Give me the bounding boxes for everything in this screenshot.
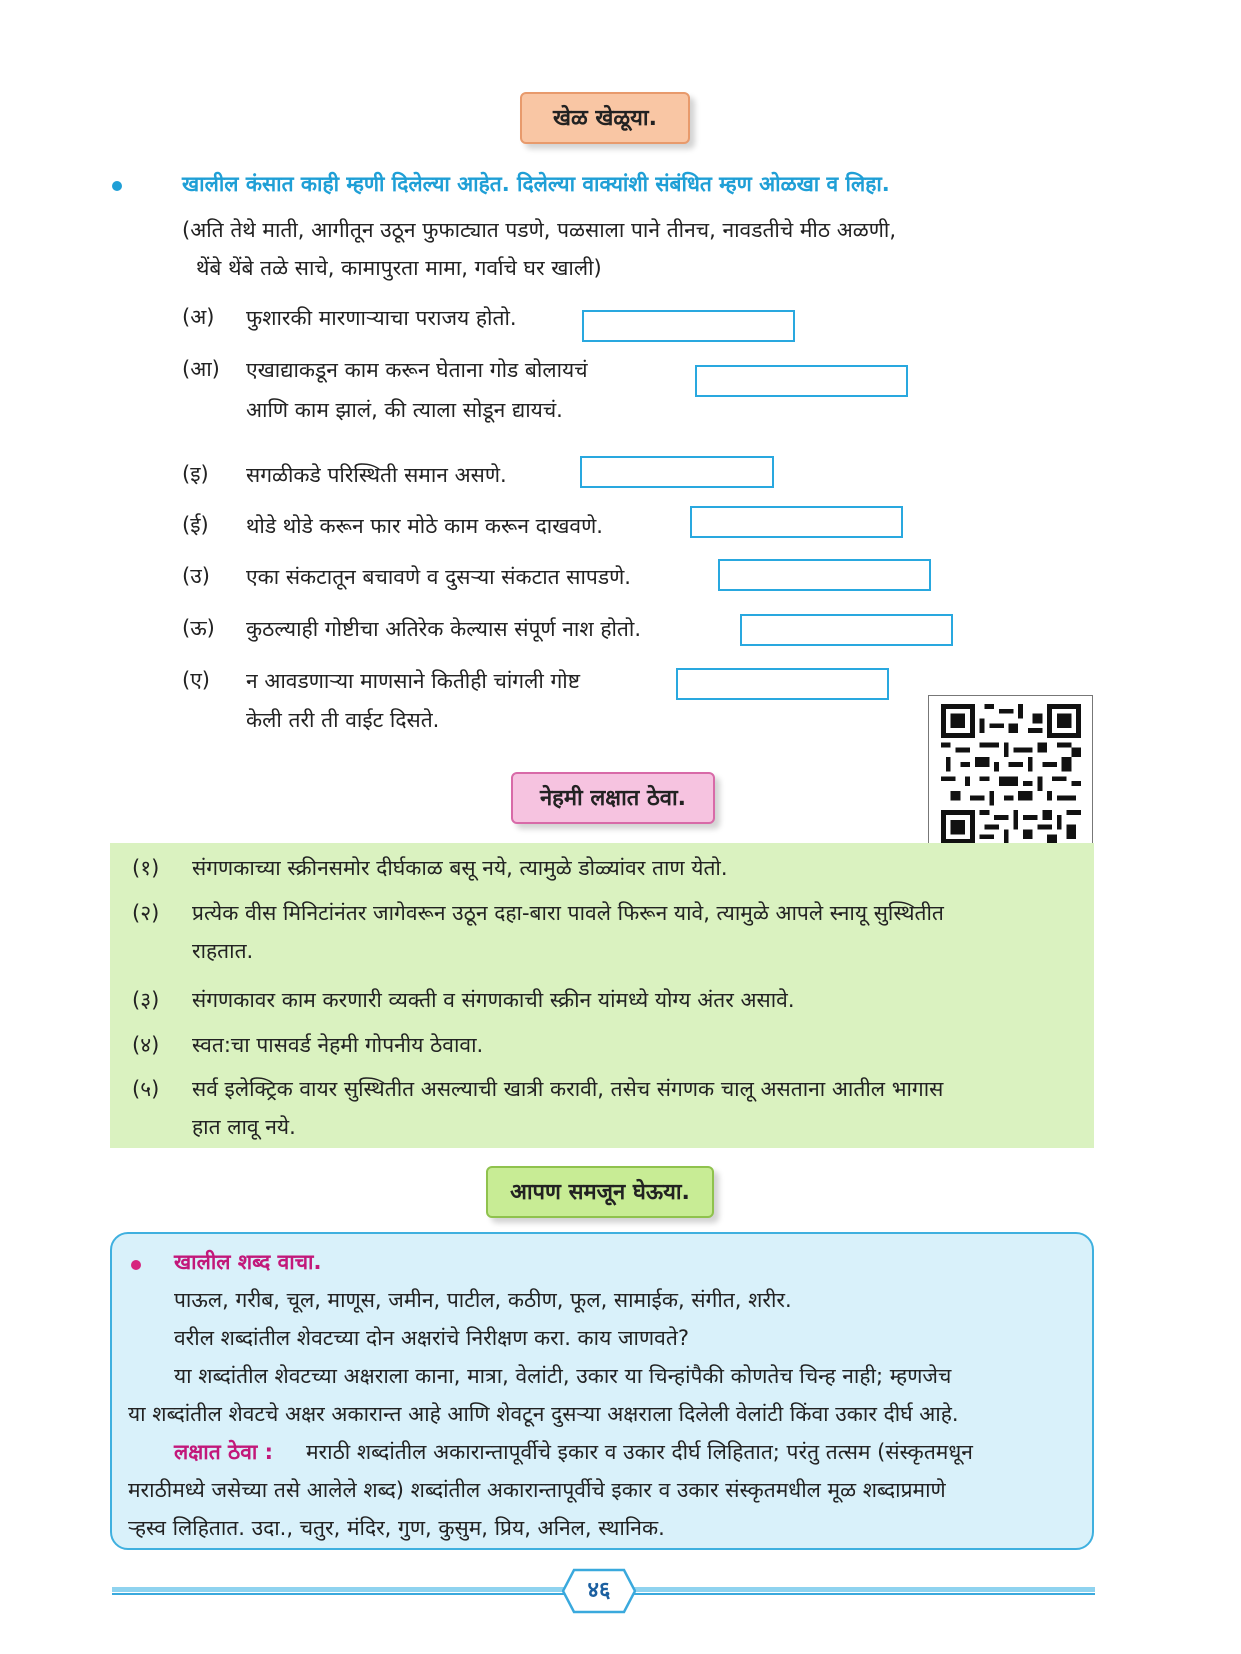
bullet-icon [112,181,122,191]
item-text: एखाद्याकडून काम करून घेताना गोड बोलायचं [246,358,588,382]
proverbs-list-line-1: (अति तेथे माती, आगीतून उठून फुफाट्यात पडणे, पळसाला पाने तीनच, नावडतीचे मीठ अळणी, [182,218,897,242]
page-number: ४६ [587,1578,611,1603]
note-label: लक्षात ठेवा : [174,1440,274,1464]
word-list: पाऊल, गरीब, चूल, माणूस, जमीन, पाटील, कठीण, फूल, सामाईक, संगीत, शरीर. [174,1288,792,1312]
tip-number: (५) [132,1077,160,1101]
item-text: फुशारकी मारणाऱ्याचा पराजय होतो. [246,306,517,330]
instruction-text: खालील कंसात काही म्हणी दिलेल्या आहेत. दिलेल्या वाक्यांशी संबंधित म्हण ओळखा व लिहा. [182,172,890,196]
item-label: (ऊ) [182,616,215,640]
tip-number: (२) [132,901,160,925]
item-text: न आवडणाऱ्या माणसाने कितीही चांगली गोष्ट [246,669,580,693]
tip-text: स्वत:चा पासवर्ड नेहमी गोपनीय ठेवावा. [192,1033,484,1057]
section-tag-khel-khelua: खेळ खेळूया. [520,92,690,144]
answer-box-a[interactable] [582,310,795,342]
item-label: (ए) [182,668,210,692]
note-line-2: मराठीमध्ये जसेच्या तसे आलेले शब्द) शब्दांतील अकारान्तापूर्वीचे इकार व उकार संस्कृतमधील मूळ शब्दाप्रमाणे [128,1478,946,1502]
tips-panel [110,843,1094,1148]
section-tag-nehmi-lakshat-theva: नेहमी लक्षात ठेवा. [511,772,715,824]
tip-number: (३) [132,988,160,1012]
grammar-panel [110,1232,1094,1550]
item-label: (अ) [182,305,215,329]
grammar-heading: खालील शब्द वाचा. [174,1250,322,1274]
note-line-1: मराठी शब्दांतील अकारान्तापूर्वीचे इकार व उकार दीर्घ लिहितात; परंतु तत्सम (संस्कृतमधून [306,1440,973,1464]
item-label: (इ) [182,462,209,486]
tip-number: (४) [132,1033,160,1057]
tip-text: संगणकाच्या स्क्रीनसमोर दीर्घकाळ बसू नये, त्यामुळे डोळ्यांवर ताण येतो. [192,856,728,880]
item-text: थोडे थोडे करून फार मोठे काम करून दाखवणे. [246,514,603,538]
answer-box-u[interactable] [718,559,931,591]
item-text: कुठल्याही गोष्टीचा अतिरेक केल्यास संपूर्ण नाश होतो. [246,617,641,641]
answer-box-i[interactable] [580,456,774,488]
item-label: (ई) [182,513,209,537]
item-label: (आ) [182,357,220,381]
answer-box-ii[interactable] [690,506,903,538]
explanation-line-1: या शब्दांतील शेवटच्या अक्षराला काना, मात्रा, वेलांटी, उकार या चिन्हांपैकी कोणतेच चिन्ह नाही; म्हणजेच [174,1364,952,1388]
tip-text: संगणकावर काम करणारी व्यक्ती व संगणकाची स्क्रीन यांमध्ये योग्य अंतर असावे. [192,988,795,1012]
note-line-3: ऱ्हस्व लिहितात. उदा., चतुर, मंदिर, गुण, कुसुम, प्रिय, अनिल, स्थानिक. [128,1516,665,1540]
tip-number: (१) [132,856,160,880]
answer-box-e[interactable] [676,668,889,700]
item-text: एका संकटातून बचावणे व दुसऱ्या संकटात सापडणे. [246,565,631,589]
item-label: (उ) [182,564,210,588]
observation-question: वरील शब्दांतील शेवटच्या दोन अक्षरांचे निरीक्षण करा. काय जाणवते? [174,1326,689,1350]
proverbs-list-line-2: थेंबे थेंबे तळे साचे, कामापुरता मामा, गर्वाचे घर खाली) [196,256,602,280]
item-text-line-2: आणि काम झालं, की त्याला सोडून द्यायचं. [246,398,563,422]
section-tag-apan-samjun-gheuya: आपण समजून घेऊया. [486,1166,714,1218]
tip-text-line-2: हात लावू नये. [192,1115,296,1139]
tip-text: प्रत्येक वीस मिनिटांनंतर जागेवरून उठून दहा-बारा पावले फिरून यावे, त्यामुळे आपले स्नायू सुस्थितीत [192,901,944,925]
item-text-line-2: केली तरी ती वाईट दिसते. [246,708,440,732]
qr-code-icon [939,704,1083,844]
answer-box-uu[interactable] [740,614,953,646]
tip-text-line-2: राहतात. [192,939,254,963]
bullet-icon [131,1260,141,1270]
item-text: सगळीकडे परिस्थिती समान असणे. [246,463,507,487]
explanation-line-2: या शब्दांतील शेवटचे अक्षर अकारान्त आहे आणि शेवटून दुसऱ्या अक्षराला दिलेली वेलांटी किंवा उकार दीर्घ आहे. [128,1402,959,1426]
tip-text: सर्व इलेक्ट्रिक वायर सुस्थितीत असल्याची खात्री करावी, तसेच संगणक चालू असताना आतील भागास [192,1077,944,1101]
answer-box-aa[interactable] [695,365,908,397]
